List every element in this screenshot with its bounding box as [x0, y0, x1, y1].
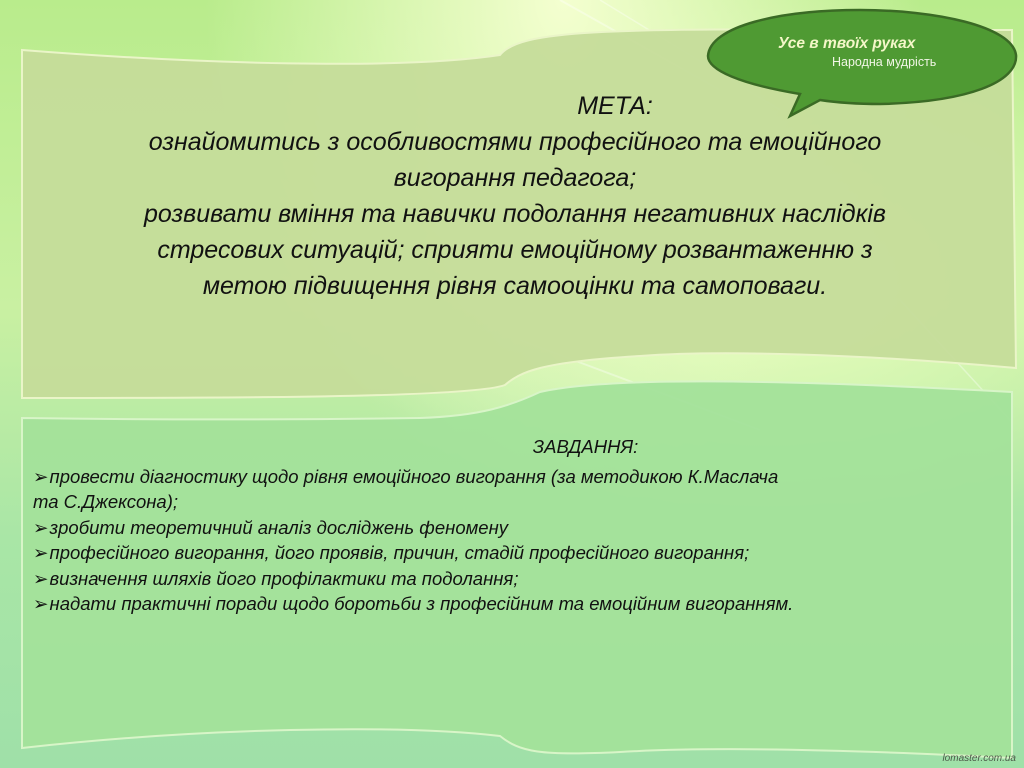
- task-item: [33, 515, 1008, 541]
- meta-line: ознайомитись з особливостями професійного та емоційного: [148, 128, 882, 156]
- arrow-bullet-icon: ➢: [33, 465, 49, 487]
- tasks-section: [33, 434, 1008, 617]
- watermark: lomaster.com.ua: [942, 753, 1016, 764]
- arrow-bullet-icon: ➢: [33, 516, 49, 538]
- meta-section: [40, 88, 990, 304]
- task-text: визначення шляхів його профілактики та подолання;: [49, 567, 519, 589]
- meta-line: вигорання педагога;: [393, 164, 637, 192]
- task-text: та С.Джексона);: [33, 491, 179, 512]
- arrow-bullet-icon: ➢: [33, 567, 49, 589]
- arrow-bullet-icon: ➢: [33, 593, 49, 614]
- task-text: надати практичні поради щодо боротьби з професійним та емоційним вигоранням.: [49, 593, 794, 614]
- task-text: професійного вигорання, його проявів, причин, стадій професійного вигорання;: [49, 542, 750, 563]
- meta-title: МЕТА:: [577, 92, 653, 120]
- meta-line: стресових ситуацій; сприяти емоційному розвантаженню з: [157, 236, 873, 264]
- task-item: [33, 566, 1008, 592]
- task-item: [33, 591, 1008, 617]
- tasks-title: ЗАВДАННЯ:: [532, 436, 639, 457]
- meta-line: метою підвищення рівня самооцінки та самоповаги.: [202, 272, 828, 300]
- task-item-continuation: [33, 489, 1008, 515]
- task-item: [33, 464, 1008, 490]
- task-item: [33, 540, 1008, 566]
- task-text: провести діагностику щодо рівня емоційного вигорання (за методикою К.Маслача: [49, 465, 779, 487]
- quote-bubble: [708, 34, 1008, 71]
- meta-line: розвивати вміння та навички подолання негативних наслідків: [144, 200, 886, 228]
- arrow-bullet-icon: ➢: [33, 542, 49, 563]
- bubble-quote: Усе в твоїх руках: [778, 35, 916, 52]
- bubble-source: Народна мудрість: [832, 55, 937, 69]
- task-text: зробити теоретичний аналіз досліджень феномену: [49, 516, 509, 538]
